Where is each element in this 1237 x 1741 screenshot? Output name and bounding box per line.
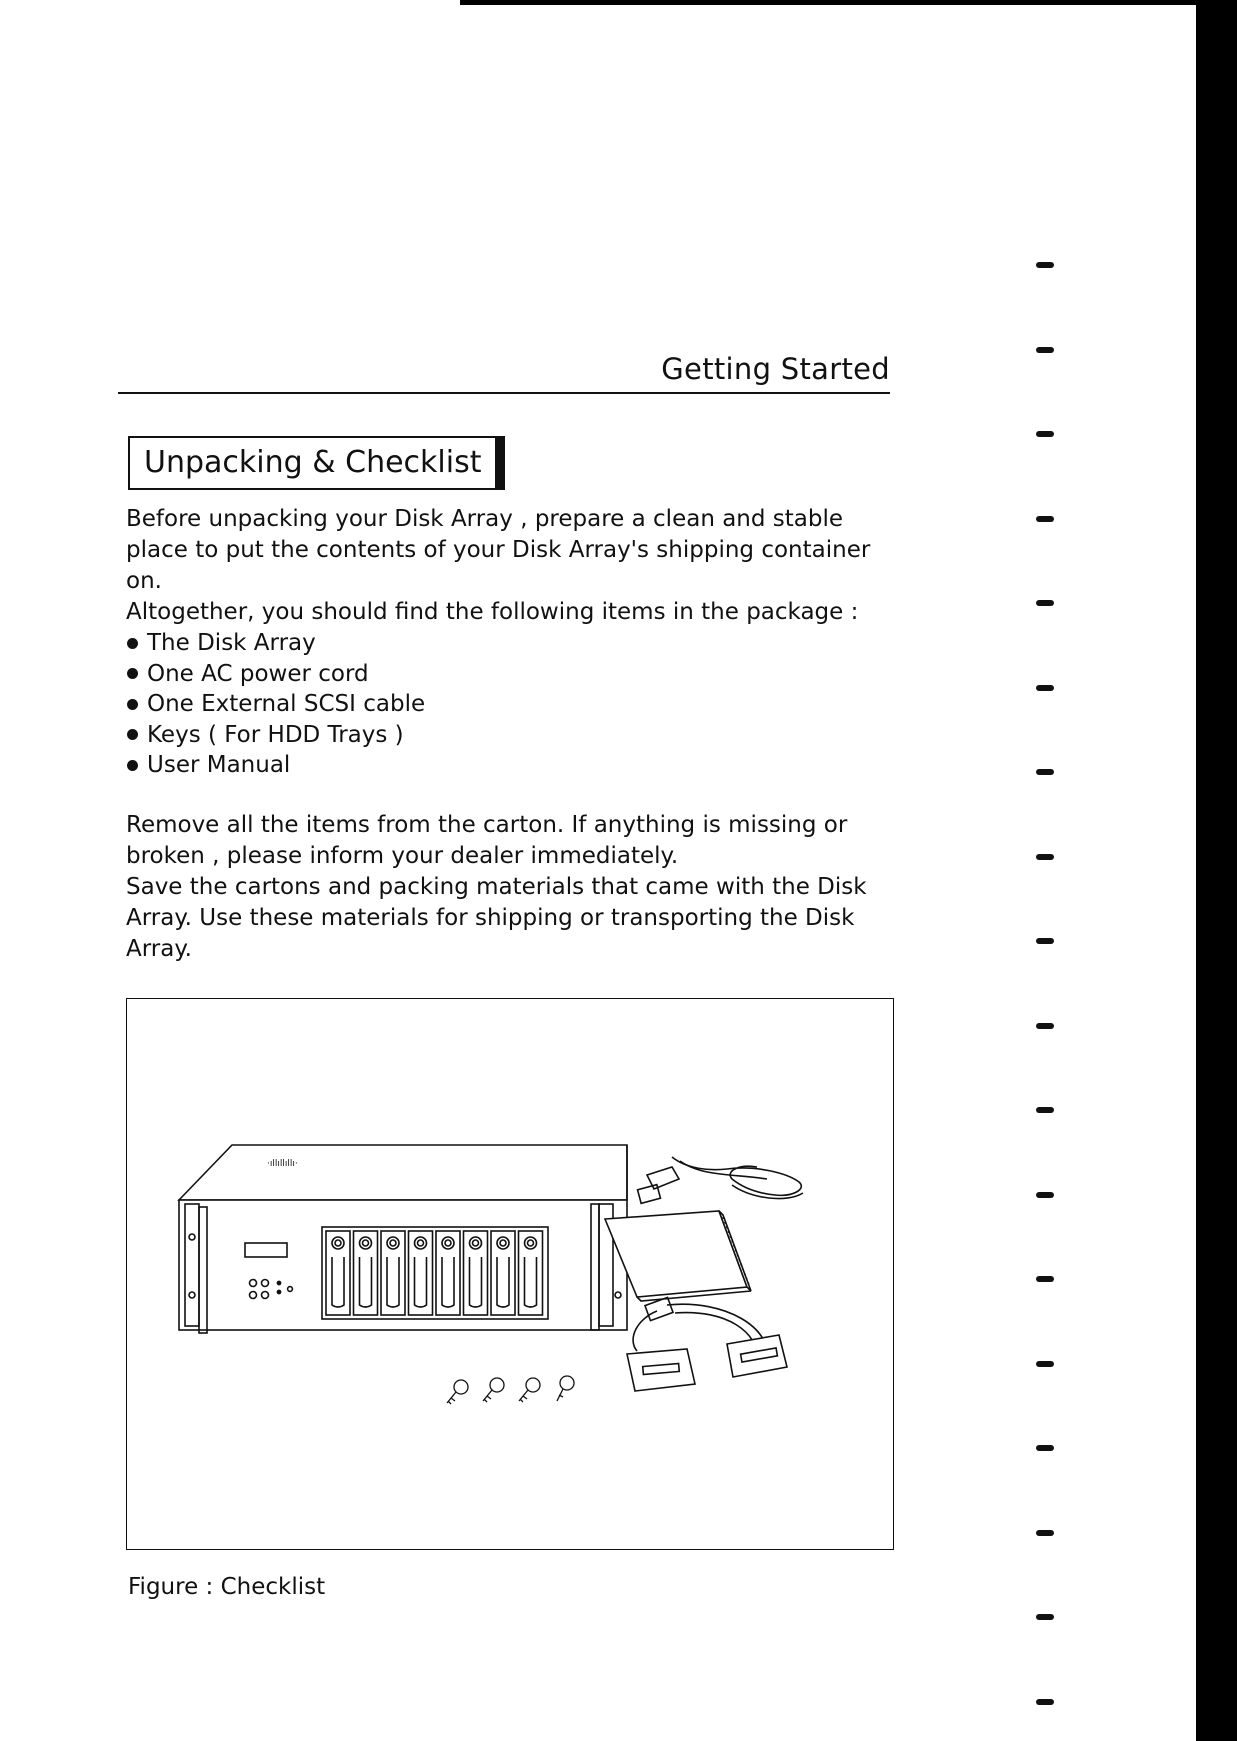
checklist-item xyxy=(126,720,425,751)
power-cord-icon xyxy=(638,1157,803,1203)
margin-tick xyxy=(1036,431,1054,437)
margin-tick xyxy=(1036,1361,1054,1367)
checklist-item xyxy=(126,689,425,720)
page-header-title: Getting Started xyxy=(661,352,890,386)
instructions-line: Save the cartons and packing materials that came with the Disk xyxy=(126,874,867,900)
margin-tick xyxy=(1036,516,1054,522)
margin-tick xyxy=(1036,1192,1054,1198)
bullet-icon xyxy=(127,760,138,771)
checklist-item-label: One AC power cord xyxy=(147,660,369,687)
svg-text:·ıllıllıllı·: ·ıllıllıllı· xyxy=(267,1159,298,1169)
instructions-line: Array. Use these materials for shipping or transporting the Disk Array. xyxy=(126,905,855,962)
margin-tick xyxy=(1036,1445,1054,1451)
scsi-cable-icon xyxy=(627,1297,787,1391)
margin-tick xyxy=(1036,347,1054,353)
header-rule xyxy=(118,392,890,394)
bullet-icon xyxy=(127,699,138,710)
checklist-item-label: User Manual xyxy=(147,752,291,779)
margin-tick xyxy=(1036,938,1054,944)
checklist-item xyxy=(126,750,425,781)
checklist-item-label: Keys ( For HDD Trays ) xyxy=(147,721,404,748)
margin-tick xyxy=(1036,769,1054,775)
intro-paragraph xyxy=(126,504,906,628)
margin-tick xyxy=(1036,1614,1054,1620)
bullet-icon xyxy=(127,668,138,679)
margin-tick xyxy=(1036,1699,1054,1705)
intro-line: Before unpacking your Disk Array , prepare a clean and stable xyxy=(126,506,844,532)
margin-tick xyxy=(1036,1107,1054,1113)
instructions-paragraph xyxy=(126,810,906,965)
intro-line: Altogether, you should find the following items in the package : xyxy=(126,599,859,625)
checklist-item-label: The Disk Array xyxy=(147,630,316,657)
keys-icon xyxy=(447,1376,574,1404)
package-contents-illustration xyxy=(127,999,893,1549)
margin-tick xyxy=(1036,1023,1054,1029)
scan-edge-line xyxy=(460,0,1200,5)
margin-tick xyxy=(1036,262,1054,268)
checklist-item xyxy=(126,659,425,690)
checklist-figure xyxy=(126,998,894,1550)
figure-caption: Figure : Checklist xyxy=(128,1574,326,1600)
section-title: Unpacking & Checklist xyxy=(128,436,505,490)
margin-tick xyxy=(1036,854,1054,860)
instructions-line: broken , please inform your dealer immediately. xyxy=(126,843,679,869)
disk-array-icon xyxy=(179,1145,627,1333)
bullet-icon xyxy=(127,729,138,740)
margin-tick xyxy=(1036,1530,1054,1536)
intro-line: place to put the contents of your Disk Array's shipping container on. xyxy=(126,537,871,594)
package-checklist xyxy=(126,628,425,781)
bullet-icon xyxy=(127,638,138,649)
scan-edge-bar xyxy=(1196,0,1237,1741)
margin-tick xyxy=(1036,685,1054,691)
instructions-line: Remove all the items from the carton. If anything is missing or xyxy=(126,812,848,838)
checklist-item-label: One External SCSI cable xyxy=(147,691,426,718)
margin-tick xyxy=(1036,600,1054,606)
checklist-item xyxy=(126,628,425,659)
margin-tick xyxy=(1036,1276,1054,1282)
